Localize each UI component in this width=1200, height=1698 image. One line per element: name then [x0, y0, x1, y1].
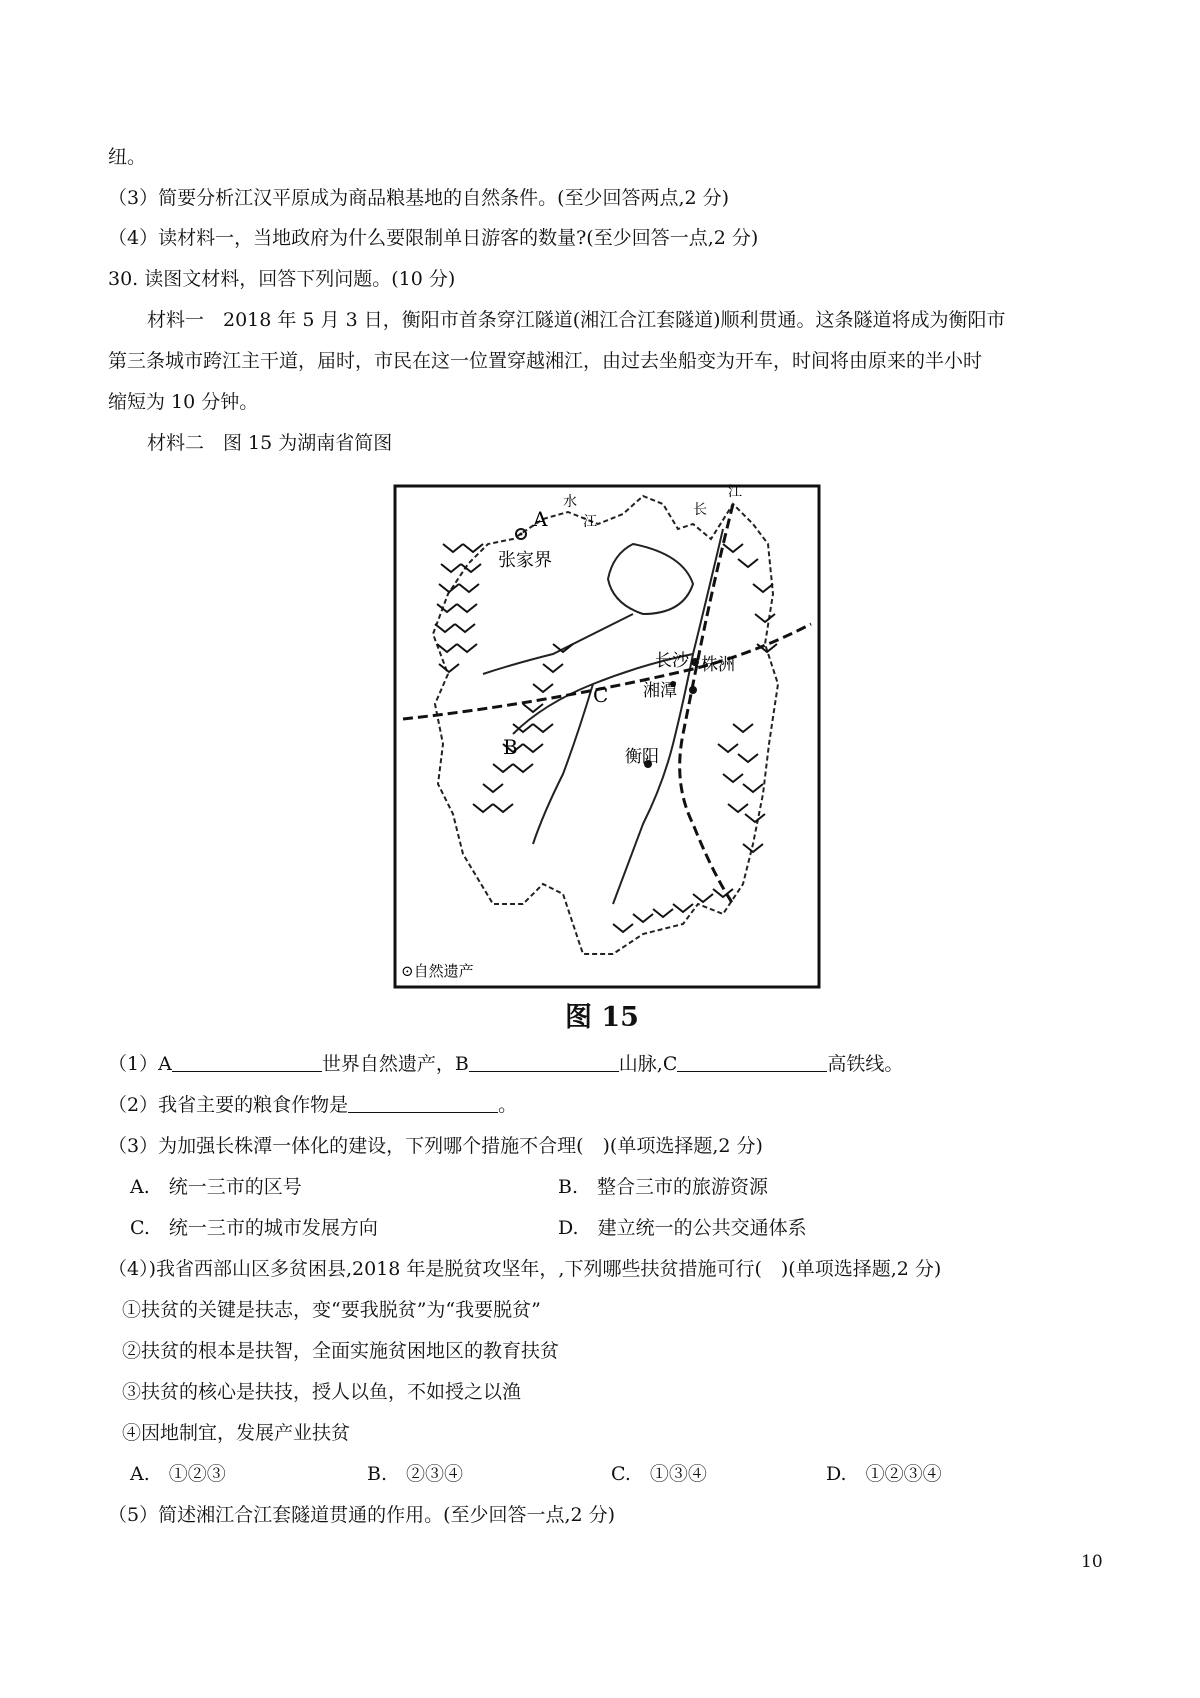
answer-blank-c[interactable]: [677, 1053, 827, 1072]
q4-option-a[interactable]: A. ①②③: [130, 1463, 226, 1485]
q2-suffix: 。: [498, 1094, 518, 1116]
answer-blank-crop[interactable]: [348, 1094, 498, 1113]
question-30-1: [108, 1052, 903, 1076]
label-b: B: [503, 735, 518, 759]
question-30-2: [108, 1093, 517, 1117]
label-changsha: 长沙: [655, 651, 689, 671]
text-line: 纽。: [108, 146, 147, 168]
q3-option-d[interactable]: D. 建立统一的公共交通体系: [558, 1217, 807, 1239]
question-30-title: 30. 读图文材料，回答下列问题。(10 分): [108, 268, 456, 290]
q4-option-b[interactable]: B. ②③④: [367, 1463, 464, 1485]
answer-blank-b[interactable]: [469, 1053, 619, 1072]
zhuzhou-point: [689, 686, 697, 694]
q3-option-b[interactable]: B. 整合三市的旅游资源: [558, 1176, 769, 1198]
label-a: A: [533, 507, 548, 531]
q1-mid2: 山脉,C: [618, 1053, 678, 1075]
map-legend: ⊙自然遗产: [401, 962, 474, 980]
q4-statement-1: ①扶贫的关键是扶志，变“要我脱贫”为“我要脱贫”: [122, 1299, 541, 1321]
q1-prefix: （1）A: [108, 1053, 172, 1075]
label-zhangjiajie: 张家界: [498, 550, 552, 571]
question-30-5: （5）简述湘江合江套隧道贯通的作用。(至少回答一点,2 分): [108, 1504, 616, 1526]
question-30-3: （3）为加强长株潭一体化的建设，下列哪个措施不合理( )(单项选择题,2 分): [108, 1135, 763, 1157]
answer-blank-a[interactable]: [172, 1053, 322, 1072]
label-xiangtan: 湘潭: [643, 681, 677, 701]
label-jiang2: 江: [728, 484, 742, 500]
label-hengyang: 衡阳: [625, 747, 659, 767]
label-shui: 水: [563, 494, 577, 510]
q4-option-c[interactable]: C. ①③④: [611, 1463, 707, 1485]
hunan-map-figure: [393, 484, 821, 989]
question-30-4: （4）)我省西部山区多贫困县,2018 年是脱贫攻坚年，,下列哪些扶贫措施可行( )(单项选择题,2 分): [108, 1258, 942, 1280]
q4-statement-4: ④因地制宜，发展产业扶贫: [122, 1422, 351, 1444]
label-jiang: 江: [583, 514, 597, 530]
q4-statement-2: ②扶贫的根本是扶智，全面实施贫困地区的教育扶贫: [122, 1340, 560, 1362]
material-one-line-2: 第三条城市跨江主干道，届时，市民在这一位置穿越湘江，由过去坐船变为开车，时间将由原来的半小时: [108, 350, 983, 372]
label-zhuzhou: 株洲: [701, 655, 735, 675]
label-chang: 长: [693, 502, 707, 518]
hunan-map: [393, 484, 821, 989]
q4-option-d[interactable]: D. ①②③④: [826, 1463, 942, 1485]
q1-suffix: 高铁线。: [827, 1053, 904, 1075]
q1-mid1: 世界自然遗产，B: [321, 1053, 469, 1075]
page-number: 10: [1081, 1552, 1103, 1572]
question-29-4: （4）读材料一，当地政府为什么要限制单日游客的数量?(至少回答一点,2 分): [108, 227, 759, 249]
material-one-line-3: 缩短为 10 分钟。: [108, 391, 259, 413]
changsha-point: [691, 658, 699, 666]
material-two-line: 材料二 图 15 为湖南省简图: [147, 432, 393, 454]
material-one-line-1: 材料一 2018 年 5 月 3 日，衡阳市首条穿江隧道(湘江合江套隧道)顺利贯通。这条隧道将成为衡阳市: [147, 309, 1006, 331]
q3-option-c[interactable]: C. 统一三市的城市发展方向: [130, 1217, 378, 1239]
figure-caption: 图 15: [565, 1002, 639, 1033]
q2-prefix: （2）我省主要的粮食作物是: [108, 1094, 349, 1116]
question-29-3: （3）简要分析江汉平原成为商品粮基地的自然条件。(至少回答两点,2 分): [108, 187, 730, 209]
q3-option-a[interactable]: A. 统一三市的区号: [130, 1176, 302, 1198]
q4-statement-3: ③扶贫的核心是扶技，授人以鱼，不如授之以渔: [122, 1381, 522, 1403]
label-c: C: [593, 683, 609, 707]
